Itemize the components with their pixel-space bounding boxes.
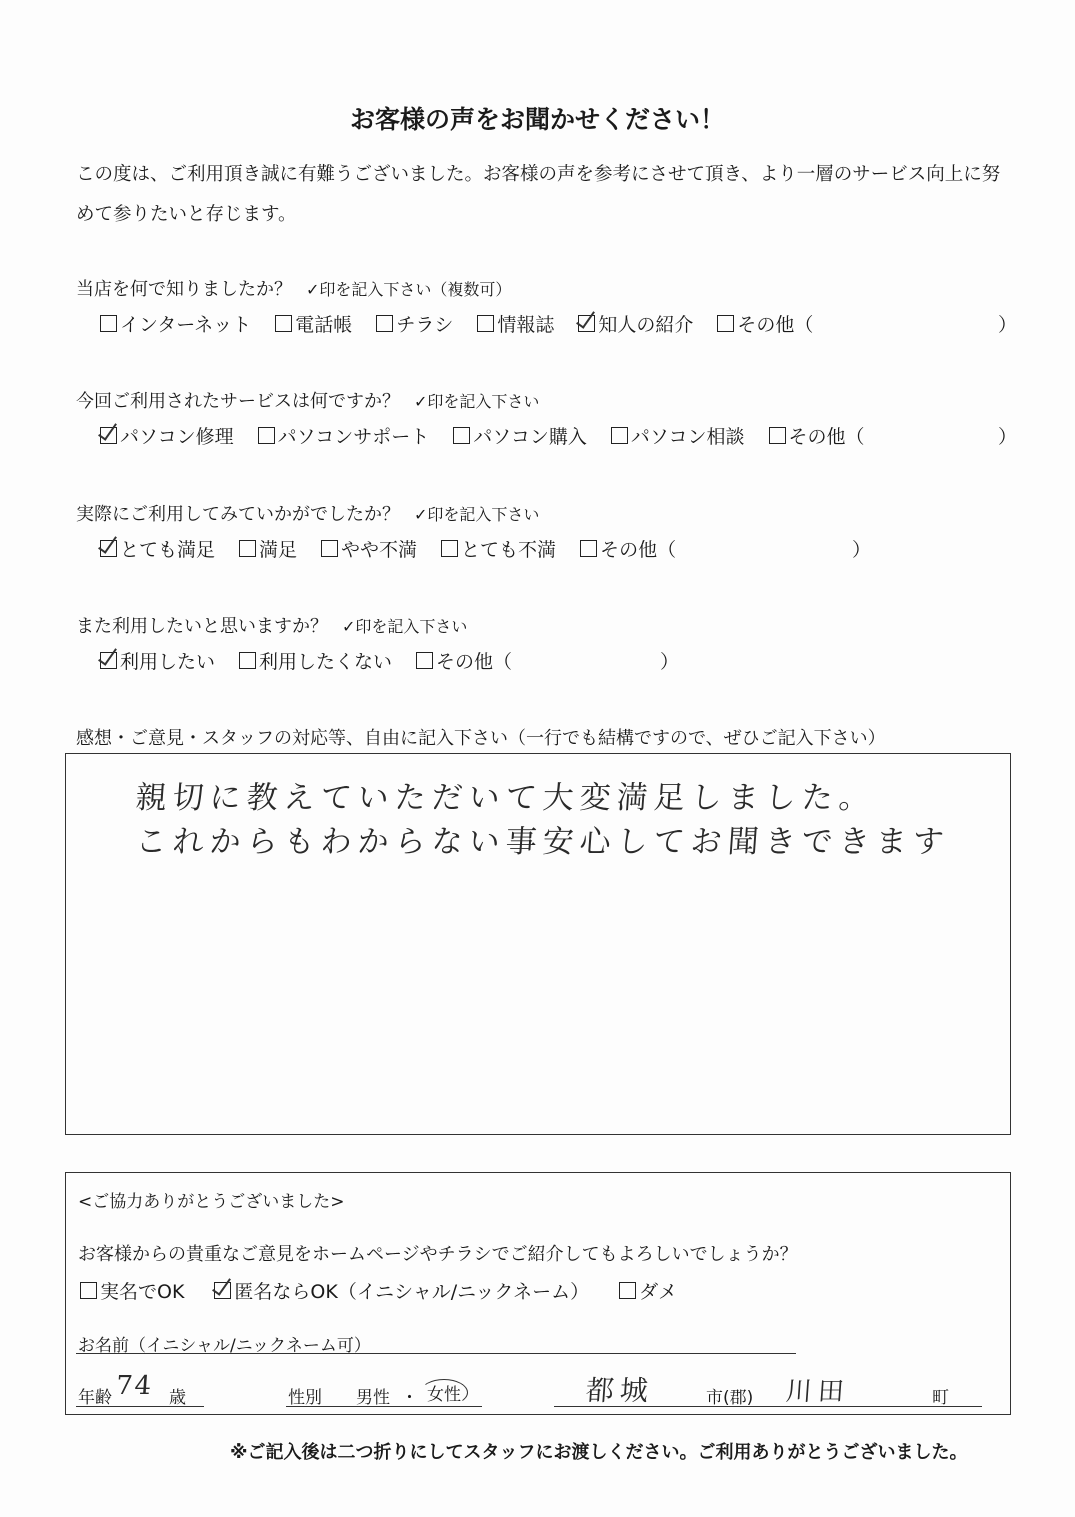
- option-label: 実名でOK: [100, 1281, 185, 1303]
- consent-box: [65, 1172, 1011, 1415]
- option-label: とても満足: [120, 539, 216, 561]
- option-label: パソコン修理: [120, 426, 234, 448]
- close-paren: ）: [998, 314, 1018, 336]
- checkbox[interactable]: [100, 427, 117, 444]
- option[interactable]: [580, 535, 676, 562]
- city-value: 都城: [584, 1374, 656, 1407]
- option-label: 満足: [259, 539, 298, 561]
- age-unit: 歳: [169, 1388, 186, 1408]
- option[interactable]: [100, 422, 234, 449]
- name-field[interactable]: [76, 1353, 796, 1354]
- option[interactable]: [258, 422, 430, 449]
- consent-options: [80, 1277, 707, 1304]
- checkbox[interactable]: [477, 315, 494, 332]
- checkbox[interactable]: [376, 315, 393, 332]
- question-1-options: [100, 310, 837, 337]
- option-label: 利用したい: [120, 651, 216, 673]
- gender-separator: ・: [401, 1388, 418, 1408]
- option[interactable]: [441, 535, 556, 562]
- checkbox[interactable]: [453, 427, 470, 444]
- option[interactable]: [321, 535, 417, 562]
- consent-option-real-name[interactable]: [80, 1277, 184, 1304]
- option[interactable]: [100, 647, 215, 674]
- option[interactable]: [239, 535, 297, 562]
- checkbox[interactable]: [717, 315, 734, 332]
- checkbox[interactable]: [239, 540, 256, 557]
- checkbox[interactable]: [578, 315, 595, 332]
- checkbox[interactable]: [258, 427, 275, 444]
- question-label: また利用したいと思いますか？: [76, 616, 328, 637]
- option-label: パソコン購入: [473, 426, 587, 448]
- age-value: 74: [114, 1371, 155, 1401]
- question-2-options: [100, 422, 889, 449]
- option[interactable]: [769, 422, 865, 449]
- question-4: [76, 612, 467, 638]
- consent-option-no[interactable]: [619, 1277, 677, 1304]
- age-field[interactable]: [76, 1406, 204, 1407]
- consent-option-anonymous[interactable]: [214, 1277, 589, 1304]
- checkbox[interactable]: [239, 652, 256, 669]
- question-3-options: [100, 535, 700, 562]
- option-label: パソコンサポート: [277, 426, 430, 448]
- intro-line-2: めて参りたいと存じます。: [76, 204, 297, 225]
- question-label: 当店を何で知りましたか？: [76, 279, 292, 300]
- option[interactable]: [578, 310, 693, 337]
- consent-question: お客様からの貴重なご意見をホームページやチラシでご紹介してもよろしいでしょうか？: [78, 1244, 798, 1265]
- comments-label: 感想・ご意見・スタッフの対応等、自由に記入下さい（一行でも結構ですので、ぜひご記入下さい）: [76, 728, 886, 749]
- option[interactable]: [477, 310, 554, 337]
- age-label: 年齢: [78, 1388, 112, 1408]
- checkbox[interactable]: [441, 540, 458, 557]
- town-label: 町: [932, 1388, 949, 1408]
- question-1: [76, 275, 511, 301]
- gender-label: 性別: [288, 1388, 322, 1408]
- option-label: 電話帳: [295, 314, 353, 336]
- option[interactable]: [239, 647, 392, 674]
- option-label: 知人の紹介: [598, 314, 694, 336]
- checkbox[interactable]: [100, 315, 117, 332]
- option-label: その他（: [788, 426, 865, 448]
- option[interactable]: [611, 422, 745, 449]
- question-label: 今回ご利用されたサービスは何ですか？: [76, 391, 400, 412]
- checkbox[interactable]: [416, 652, 433, 669]
- thanks-text: <ご協力ありがとうございました>: [78, 1192, 345, 1212]
- close-paren: ）: [998, 426, 1018, 448]
- close-paren: ）: [660, 651, 680, 673]
- name-label: お名前（イニシャル/ニックネーム可）: [78, 1336, 371, 1356]
- checkbox[interactable]: [100, 652, 117, 669]
- question-note: ✓印を記入下さい: [342, 617, 468, 636]
- gender-male[interactable]: 男性: [356, 1388, 390, 1408]
- gender-female-circled[interactable]: 女性: [420, 1379, 468, 1406]
- intro-line-1: この度は、ご利用頂き誠に有難うございました。お客様の声を参考にさせて頂き、より一層のサービス向上に努: [76, 164, 1001, 185]
- address-field[interactable]: [554, 1406, 982, 1407]
- checkbox[interactable]: [769, 427, 786, 444]
- option-label: 利用したくない: [259, 651, 393, 673]
- checkbox[interactable]: [80, 1282, 97, 1299]
- option-label: やや不満: [341, 539, 418, 561]
- handwritten-comment-line-2: これからもわからない事安心してお聞きできます: [134, 824, 952, 860]
- option-label: とても不満: [461, 539, 557, 561]
- option[interactable]: [100, 310, 251, 337]
- option[interactable]: [453, 422, 587, 449]
- question-note: ✓印を記入下さい: [414, 505, 540, 524]
- option[interactable]: [717, 310, 813, 337]
- option[interactable]: [100, 535, 215, 562]
- option[interactable]: [275, 310, 352, 337]
- comments-box[interactable]: [65, 753, 1011, 1135]
- page-title: お客様の声をお聞かせください！: [349, 105, 725, 134]
- question-4-options: [100, 647, 536, 674]
- checkbox[interactable]: [321, 540, 338, 557]
- question-note: ✓印を記入下さい（複数可）: [306, 280, 512, 299]
- handwritten-comment-line-1: 親切に教えていただいて大変満足しました。: [134, 780, 878, 816]
- checkbox[interactable]: [580, 540, 597, 557]
- town-value: 川田: [784, 1377, 851, 1407]
- option-label: パソコン相談: [630, 426, 745, 448]
- checkbox[interactable]: [611, 427, 628, 444]
- gender-field: [286, 1406, 482, 1407]
- option-label: 情報誌: [497, 314, 555, 336]
- city-label: 市(郡): [706, 1388, 754, 1408]
- option[interactable]: [416, 647, 512, 674]
- question-note: ✓印を記入下さい: [414, 392, 540, 411]
- option-label: チラシ: [396, 314, 454, 336]
- checkbox[interactable]: [619, 1282, 636, 1299]
- checkbox[interactable]: [275, 315, 292, 332]
- checkbox[interactable]: [214, 1282, 231, 1299]
- option-label: その他（: [600, 539, 677, 561]
- close-paren: ）: [852, 539, 872, 561]
- option-label: インターネット: [120, 314, 252, 336]
- question-2: [76, 387, 539, 413]
- footer-note: ※ご記入後は二つ折りにしてスタッフにお渡しください。ご利用ありがとうございました。: [230, 1442, 968, 1463]
- option-label: ダメ: [639, 1281, 678, 1303]
- checkbox[interactable]: [100, 540, 117, 557]
- option[interactable]: [376, 310, 453, 337]
- option-label: その他（: [436, 651, 513, 673]
- option-label: 匿名ならOK（イニシャル/ニックネーム）: [234, 1281, 590, 1303]
- question-3: [76, 500, 539, 526]
- question-label: 実際にご利用してみていかがでしたか？: [76, 504, 400, 525]
- option-label: その他（: [737, 314, 814, 336]
